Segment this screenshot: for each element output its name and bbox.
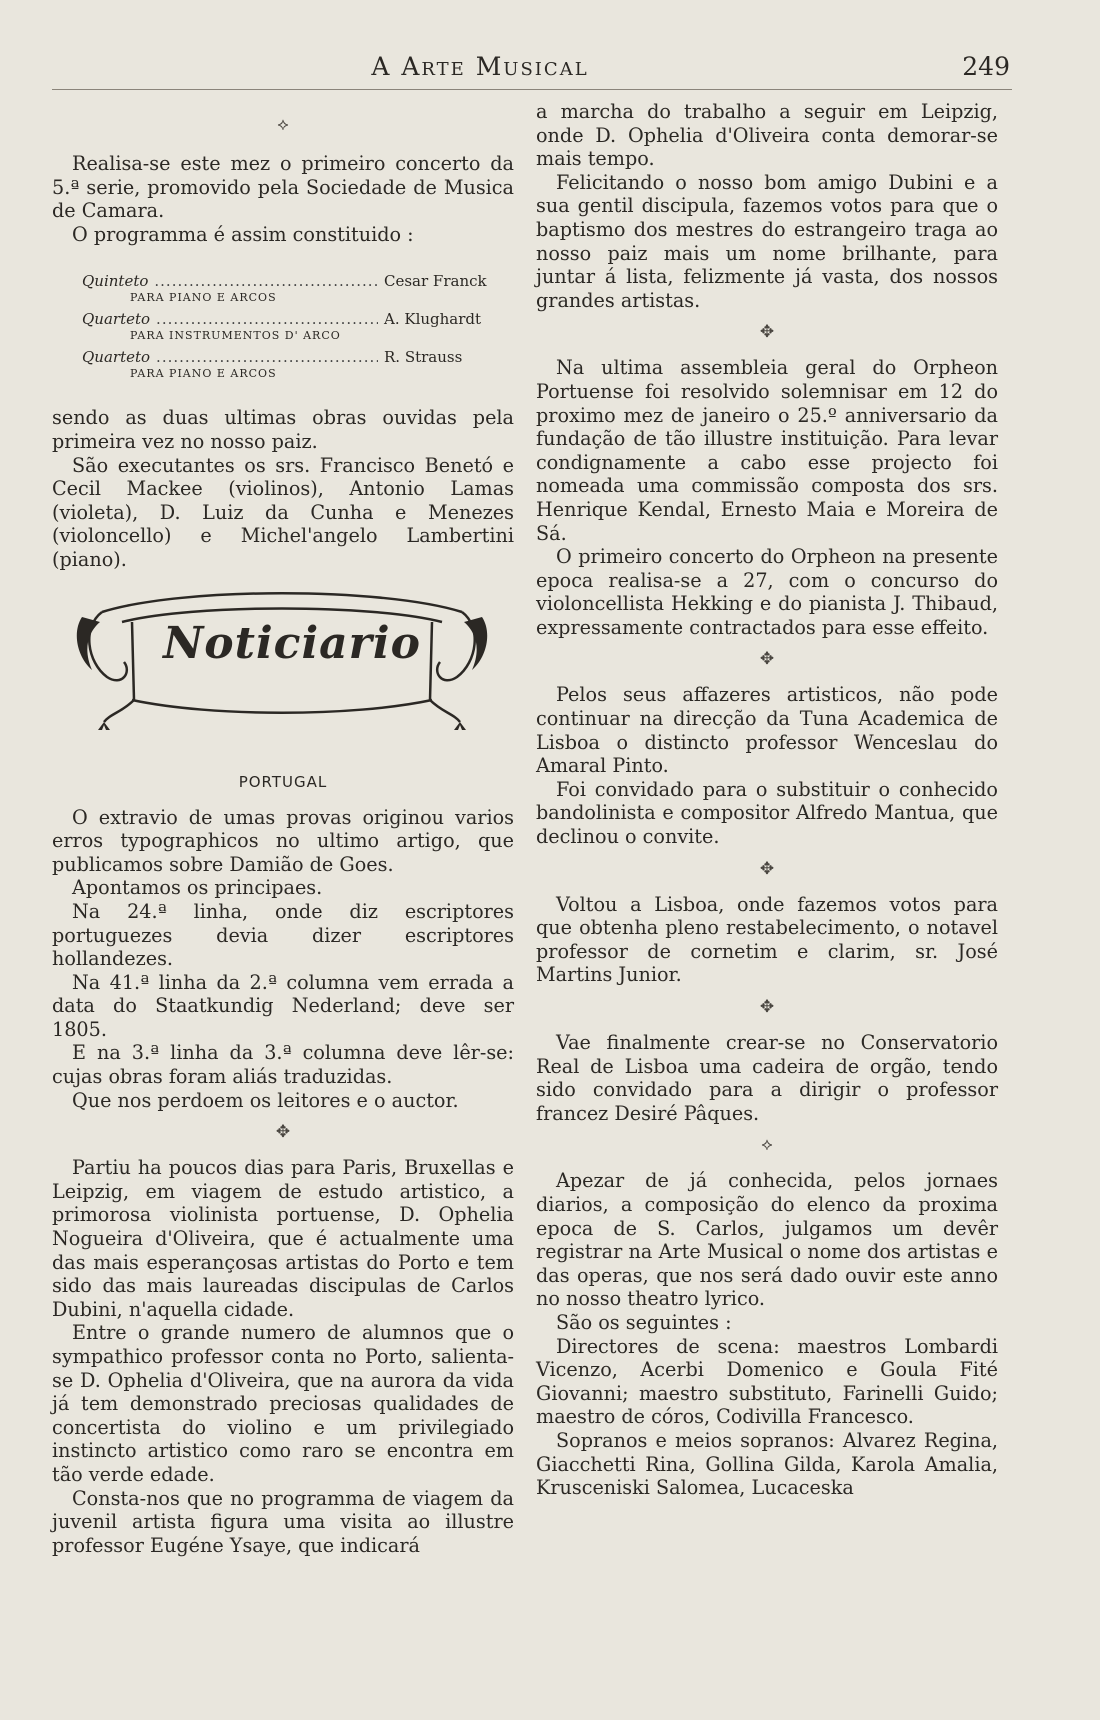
paragraph: Directores de scena: maestros Lombardi Vicenzo, Acerbi Domenico e Goula Fité Giovanni; maestro substituto, Farinelli Guido; maestro de córos, Codivilla Francesco. [536,1334,998,1429]
paragraph: Na 41.ª linha da 2.ª columna vem errada a data do Staatkundig Nederland; deve ser 1805. [52,970,514,1041]
running-title: A Arte Musical [371,52,589,81]
left-column [52,100,514,1557]
paragraph: Entre o grande numero de alumnos que o sympathico professor conta no Porto, salienta-se D. Ophelia d'Oliveira, que na aurora da vida já tem demonstrado preciosas qualidades de concertista do violino e um privilegiado instincto artistico como raro se encontra em tão verde edade. [52,1321,514,1486]
paragraph: sendo as duas ultimas obras ouvidas pela primeira vez no nosso paiz. [52,406,514,453]
leader-dots [154,272,378,290]
paragraph: O primeiro concerto do Orpheon na presente epoca realisa-se a 27, com o concurso do violoncellista Hekking e do pianista J. Thibaud, expressamente contractados para esse effeito. [536,545,998,639]
section-heading: PORTUGAL [238,772,328,791]
paragraph: Foi convidado para o substituir o conhecido bandolinista e compositor Alfredo Mantua, que declinou o convite. [536,777,998,849]
ornament-icon: ✥ [275,1122,291,1143]
leader-dots [156,310,378,328]
paragraph: São executantes os srs. Francisco Benetó e Cecil Mackee (violinos), Antonio Lamas (violeta), D. Luiz da Cunha e Menezes (violoncello) e Michel'angelo Lambertini (piano). [52,453,514,571]
composer: Cesar Franck [384,272,487,291]
page-number: 249 [962,52,1010,81]
paragraph: Que nos perdoem os leitores e o auctor. [72,1088,459,1112]
instrumentation: PARA PIANO E ARCOS [130,367,277,381]
paragraph: Partiu ha poucos dias para Paris, Bruxellas e Leipzig, em viagem de estudo artistico, a primorosa violinista portuense, D. Ophelia Nogueira d'Oliveira, que é actualmente uma das mais esperançosas artistas do Porto e tem sido das mais laureadas discipulas de Carlos Dubini, n'aquella cidade. [52,1156,514,1321]
work-title: Quarteto [82,348,151,367]
programme-row [82,272,514,290]
ornament-icon: ⟡ [277,115,289,135]
banner-title: Noticiario [163,617,421,669]
paragraph: Realisa-se este mez o primeiro concerto da 5.ª serie, promovido pela Sociedade de Musica de Camara. [52,152,514,223]
paragraph: Apontamos os principaes. [72,876,323,900]
paragraph: Apezar de já conhecida, pelos jornaes diarios, a composição do elenco da proxima epoca de S. Carlos, julgamos um devêr registrar na Arte Musical o nome dos artistas e das operas, que nos será dado ouvir este anno no nosso theatro lyrico. [536,1169,998,1311]
noticiario-banner [52,582,514,772]
programme-list [82,272,514,382]
header-rule [52,89,1012,90]
paragraph: E na 3.ª linha da 3.ª columna deve lêr-se: cujas obras foram aliás traduzidas. [52,1041,514,1089]
instrumentation: PARA PIANO E ARCOS [130,291,277,305]
paragraph: Na ultima assembleia geral do Orpheon Portuense foi resolvido solemnisar em 12 do proximo mez de janeiro o 25.º anniversario da fundação de tão illustre instituição. Para levar condignamente a cabo esse projecto foi nomeada uma commissão composta dos srs. Henrique Kendal, Ernesto Maia e Moreira de Sá. [536,356,998,545]
paragraph: São os seguintes : [556,1310,732,1334]
programme-row [82,348,514,366]
paragraph: Vae finalmente crear-se no Conservatorio Real de Lisboa uma cadeira de orgão, tendo sido convidado para a dirigir o professor francez Desiré Pâques. [536,1031,998,1125]
ornament-icon: ✥ [759,649,775,670]
paragraph: Voltou a Lisboa, onde fazemos votos para que obtenha pleno restabelecimento, o notavel professor de cornetim e clarim, sr. José Martins Junior. [536,892,998,987]
ornament-icon: ⟡ [761,1135,773,1156]
work-title: Quinteto [82,272,149,291]
paragraph: Consta-nos que no programma de viagem da juvenil artista figura uma visita ao illustre professor Eugéne Ysaye, que indicará [52,1486,514,1557]
ornament-icon: ✥ [759,322,775,343]
instrumentation: PARA INSTRUMENTOS D' ARCO [130,329,341,343]
work-title: Quarteto [82,310,151,329]
paragraph: Na 24.ª linha, onde diz escriptores portuguezes devia dizer escriptores hollandezes. [52,899,514,971]
leader-dots [156,348,378,366]
paragraph: O programma é assim constituido : [72,222,414,246]
paragraph: O extravio de umas provas originou varios erros typographicos no ultimo artigo, que publicamos sobre Damião de Goes. [52,805,514,876]
composer: A. Klughardt [384,310,482,329]
paragraph: Pelos seus affazeres artisticos, não pode continuar na direcção da Tuna Academica de Lisboa o distincto professor Wenceslau do Amaral Pinto. [536,683,998,778]
ornament-icon: ✥ [759,858,775,879]
paragraph: Sopranos e meios sopranos: Alvarez Regina, Giacchetti Rina, Gollina Gilda, Karola Amalia, Krusceniski Salomea, Lucaceska [536,1428,998,1500]
paragraph: a marcha do trabalho a seguir em Leipzig, onde D. Ophelia d'Oliveira conta demorar-se mais tempo. [536,100,998,171]
composer: R. Strauss [384,348,463,367]
programme-row [82,310,514,328]
paragraph: Felicitando o nosso bom amigo Dubini e a sua gentil discipula, fazemos votos para que o baptismo dos mestres do estrangeiro traga ao nosso paiz mais um nome brilhante, para juntar á lista, felizmente já vasta, dos nossos grandes artistas. [536,170,998,312]
right-column [536,100,998,1500]
ornament-icon: ✥ [759,997,775,1017]
